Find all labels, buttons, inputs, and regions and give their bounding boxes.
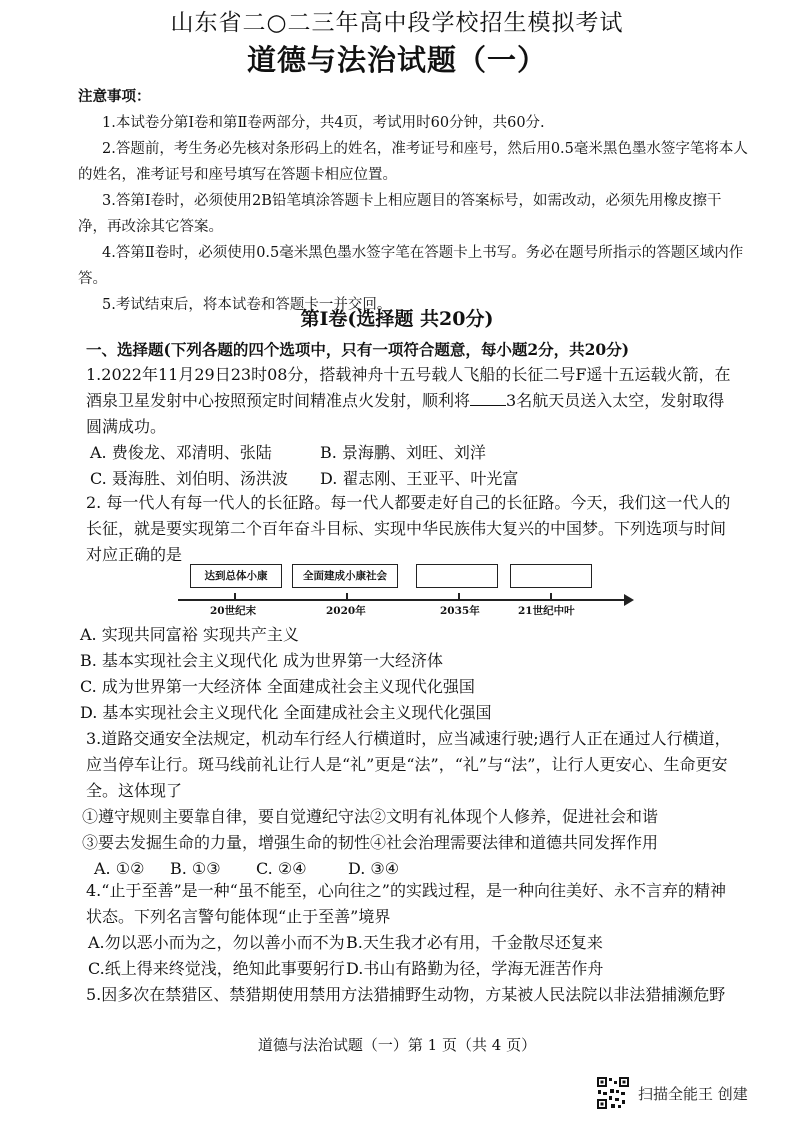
option-c: C. ②④ [256,859,307,878]
option-d: D. ③④ [348,859,400,878]
option-a: A.勿以恶小而为之，勿以善小而不为 [88,933,345,952]
question-1-stem [86,362,736,440]
section-title: 第Ⅰ卷(选择题 共20分) [300,308,494,330]
timeline-label: 20世纪末 [210,605,257,617]
question-4 [86,878,736,982]
option-d: D. 翟志刚、王亚平、叶光富 [320,469,519,488]
qr-code-icon [596,1076,630,1110]
note-item: 4.答第Ⅱ卷时，必须使用0.5毫米黑色墨水签字笔在答题卡上书写。务必在题号所指示的答题区域内作答。 [78,245,744,287]
note-item: 5.考试结束后，将本试卷和答题卡一并交回。 [102,297,392,313]
timeline-tick [346,593,348,599]
timeline-label: 2020年 [326,605,366,617]
timeline-label: 21世纪中叶 [518,605,575,617]
question-2-stem: 2. 每一代人有每一代人的长征路。每一代人都要走好自己的长征路。今天，我们这一代人的长征，就是要实现第二个百年奋斗目标、实现中华民族伟大复兴的中国梦。下列选项与时间对应正确的是 [86,493,731,564]
option-d: D.书山有路勤为径，学海无涯苦作舟 [346,959,604,978]
option-c: C.纸上得来终觉浅，绝知此事要躬行 [88,959,345,978]
question-5-stem: 5.因多次在禁猎区、禁猎期使用禁用方法猎捕野生动物，方某被人民法院以非法猎捕濒危野 [86,985,726,1004]
question-1 [86,362,736,492]
note-item: 2.答题前，考生务必先核对条形码上的姓名，准考证号和座号，然后用0.5毫米黑色墨水签字笔将本人的姓名，准考证号和座号填写在答题卡相应位置。 [78,141,748,183]
option-d: D. 基本实现社会主义现代化 全面建成社会主义现代化强国 [80,703,492,722]
question-3-statements [82,804,742,882]
timeline-box-empty [510,564,592,588]
timeline-arrow-icon [624,594,634,606]
timeline-label: 2035年 [440,605,480,617]
answer-blank [470,391,506,406]
statement-line: ③要去发掘生命的力量，增强生命的韧性④社会治理需要法律和道德共同发挥作用 [82,833,659,852]
timeline-tick [234,593,236,599]
question-3 [86,726,736,804]
section-instruction: 一、选择题(下列各题的四个选项中，只有一项符合题意，每小题2分，共20分) [86,340,630,359]
question-4-stem: 4.“止于至善”是一种“虽不能至，心向往之”的实践过程，是一种向往美好、永不言弃的精神状态。下列名言警句能体现“止于至善”境界 [86,881,726,926]
notes-heading: 注意事项： [78,88,151,105]
notes-block [78,84,748,318]
option-a: A. ①② [94,859,145,878]
page-footer: 道德与法治试题（一）第 1 页（共 4 页） [257,1036,537,1054]
timeline-diagram [178,562,638,620]
option-c: C. 成为世界第一大经济体 全面建成社会主义现代化强国 [80,677,475,696]
timeline-tick [458,593,460,599]
option-b: B. ①③ [170,859,221,878]
note-item: 1.本试卷分第Ⅰ卷和第Ⅱ卷两部分，共4页，考试用时60分钟，共60分. [102,115,545,131]
question-2 [86,490,736,568]
timeline-tick [550,593,552,599]
scanner-watermark: 扫描全能王 创建 [638,1085,748,1103]
timeline-axis [178,599,628,601]
option-b: B. 基本实现社会主义现代化 成为世界第一大经济体 [80,651,444,670]
question-2-options [80,622,730,726]
timeline-box-empty [416,564,498,588]
timeline-box: 达到总体小康 [190,564,282,588]
option-a: A. 实现共同富裕 实现共产主义 [80,625,299,644]
question-5 [86,982,736,1008]
option-c: C. 聂海胜、刘伯明、汤洪波 [90,469,288,488]
question-1-stem-part2: 3名航天员送入太空，发射取得圆满成功。 [86,391,725,436]
option-b: B.天生我才必有用，千金散尽还复来 [346,933,603,952]
timeline-box: 全面建成小康社会 [292,564,398,588]
exam-heading: 山东省二○二三年高中段学校招生模拟考试 [170,10,624,36]
option-b: B. 景海鹏、刘旺、刘洋 [320,443,486,462]
note-item: 3.答第Ⅰ卷时，必须使用2B铅笔填涂答题卡上相应题目的答案标号，如需改动，必须先用橡皮擦干净，再改涂其它答案。 [78,193,722,235]
statement-line: ①遵守规则主要靠自律，要自觉遵纪守法②文明有礼体现个人修养，促进社会和谐 [82,807,659,826]
question-3-stem: 3.道路交通安全法规定，机动车行经人行横道时，应当减速行驶;遇行人正在通过人行横道，应当停车让行。斑马线前礼让行人是“礼”更是“法”，“礼”与“法”，让行人更安心、生命更安全。这体现了 [86,729,731,800]
exam-title: 道德与法治试题（一） [246,43,547,77]
option-a: A. 费俊龙、邓清明、张陆 [90,443,272,462]
question-1-stem-part1: 1.2022年11月29日23时08分，搭载神舟十五号载人飞船的长征二号F遥十五运载火箭，在酒泉卫星发射中心按照预定时间精准点火发射，顺利将 [86,365,731,410]
